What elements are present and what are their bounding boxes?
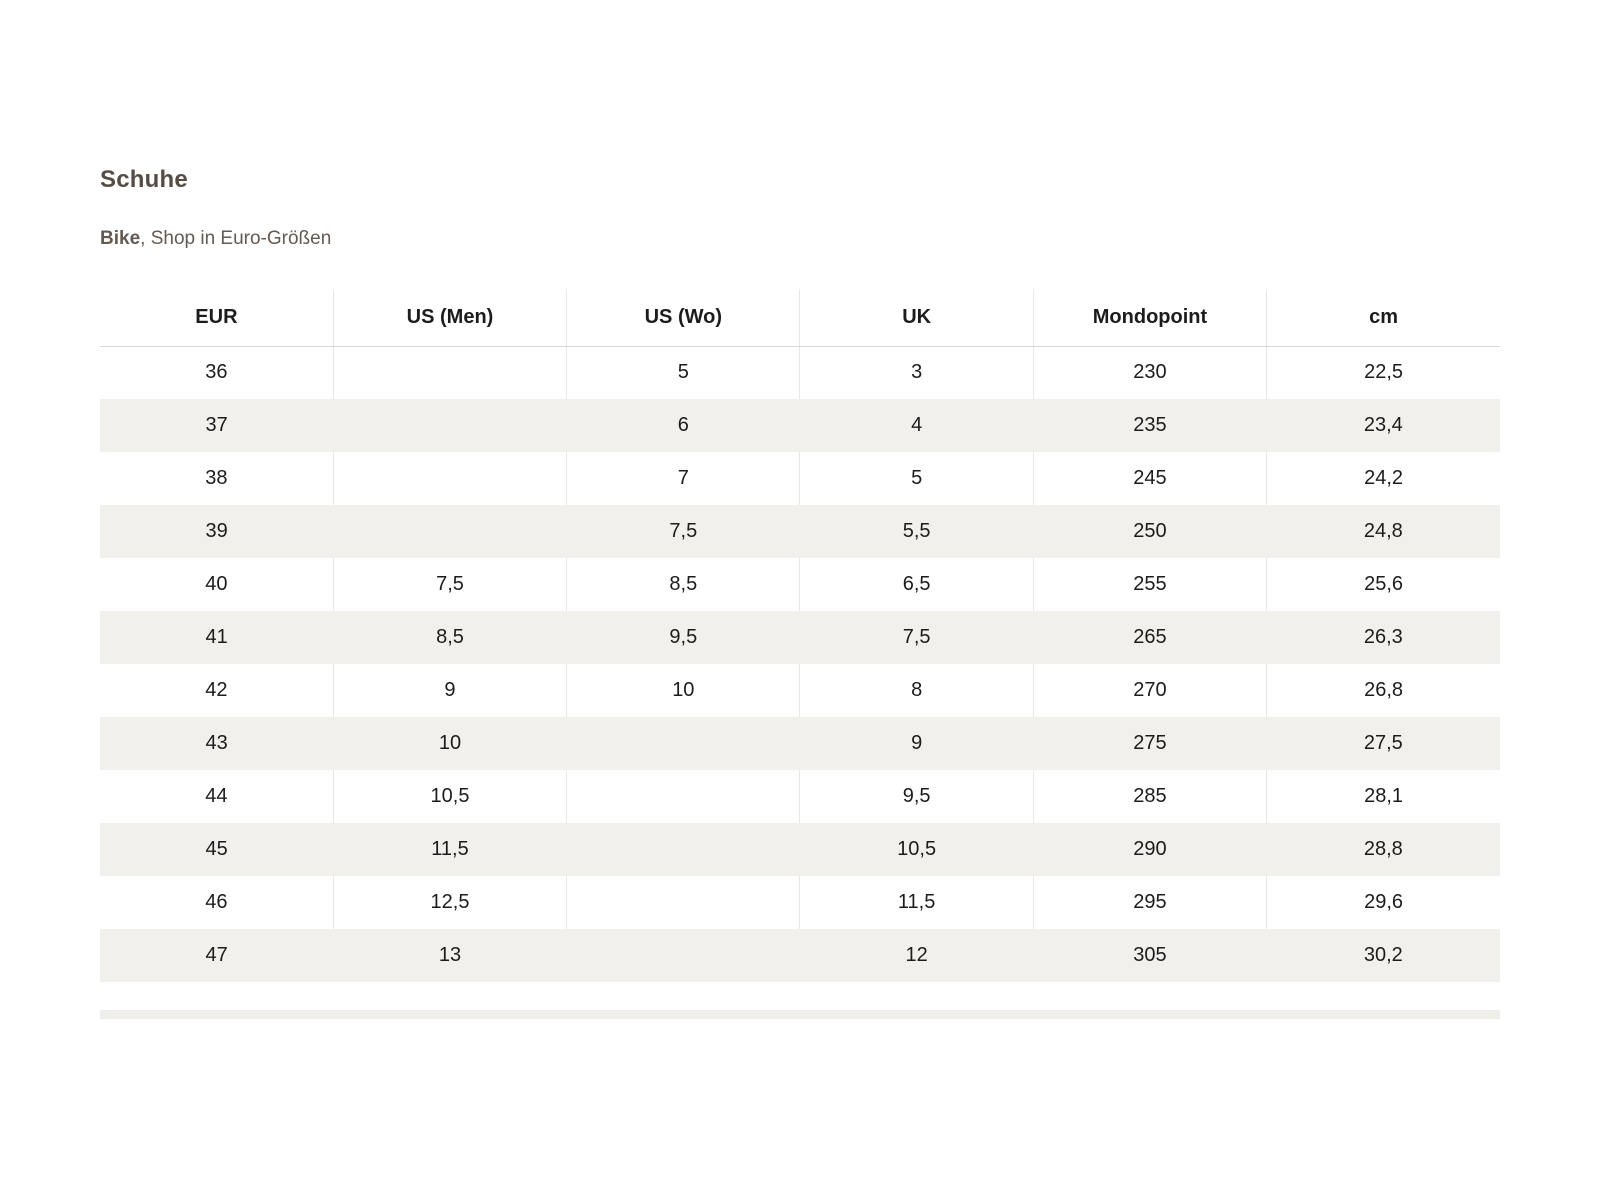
table-cell: 285 [1033, 770, 1266, 823]
table-cell [567, 929, 800, 982]
column-header: EUR [100, 289, 333, 346]
table-cell: 11,5 [800, 876, 1033, 929]
header-row [100, 289, 1500, 346]
table-cell: 8,5 [567, 558, 800, 611]
table-cell: 290 [1033, 823, 1266, 876]
table-cell: 27,5 [1267, 717, 1500, 770]
table-cell: 245 [1033, 452, 1266, 505]
column-header: US (Wo) [567, 289, 800, 346]
page-title: Schuhe [100, 166, 188, 193]
table-cell: 22,5 [1267, 346, 1500, 399]
page-subtitle [100, 227, 1500, 251]
table-cell: 6,5 [800, 558, 1033, 611]
table-cell: 4 [800, 399, 1033, 452]
table-cell: 37 [100, 399, 333, 452]
table-cell: 41 [100, 611, 333, 664]
table-cell: 24,2 [1267, 452, 1500, 505]
table-cell: 42 [205, 679, 228, 701]
table-cell [567, 876, 800, 929]
table-cell [567, 717, 800, 770]
table-cell: 28,1 [1267, 770, 1500, 823]
table-row [100, 611, 1500, 664]
table-cell: 8,5 [333, 611, 566, 664]
table-cell: 250 [1033, 505, 1266, 558]
table-cell: 270 [1033, 664, 1266, 717]
table-cell: 47 [100, 929, 333, 982]
table-row [100, 505, 1500, 558]
table-cell: 9,5 [567, 611, 800, 664]
table-cell: 25,6 [1267, 558, 1500, 611]
table-cell [567, 823, 800, 876]
table-cell: 36 [205, 361, 228, 384]
table-cell: 9 [800, 717, 1033, 770]
subtitle-note: , Shop in Euro-Größen [140, 228, 332, 249]
table-cell: 230 [1033, 346, 1266, 399]
table-cell [333, 399, 566, 452]
bottom-divider-bar [100, 1010, 1500, 1019]
column-header: cm [1267, 289, 1500, 346]
column-header: UK [800, 289, 1033, 346]
table-cell: 7,5 [567, 505, 800, 558]
column-header: US (Men) [333, 289, 566, 346]
column-header: Mondopoint [1033, 289, 1266, 346]
table-cell: 235 [1033, 399, 1266, 452]
table-cell: 7,5 [800, 611, 1033, 664]
table-body [100, 346, 1500, 982]
table-cell: 265 [1033, 611, 1266, 664]
table-cell: 26,3 [1267, 611, 1500, 664]
table-cell: 26,8 [1267, 664, 1500, 717]
table-row [100, 664, 1500, 717]
table-cell [333, 505, 566, 558]
table-cell: 23,4 [1267, 399, 1500, 452]
table-cell: 305 [1033, 929, 1266, 982]
table-cell [333, 346, 566, 399]
table-cell: 3 [800, 346, 1033, 399]
table-row [100, 346, 1500, 399]
table-cell: 44 [205, 785, 228, 807]
table-row [100, 452, 1500, 505]
table-cell: 46 [205, 891, 228, 913]
table-cell [567, 770, 800, 823]
table-row [100, 823, 1500, 876]
size-conversion-table [100, 289, 1500, 982]
table-cell: 24,8 [1267, 505, 1500, 558]
table-cell: 10 [333, 717, 566, 770]
table-cell: 39 [100, 505, 333, 558]
table-cell: 5 [800, 452, 1033, 505]
table-cell: 38 [205, 467, 228, 489]
table-cell: 9 [333, 664, 566, 717]
table-cell: 7,5 [333, 558, 566, 611]
table-cell: 28,8 [1267, 823, 1500, 876]
table-cell: 9,5 [800, 770, 1033, 823]
table-cell: 12 [800, 929, 1033, 982]
table-row [100, 717, 1500, 770]
table-cell: 40 [205, 573, 228, 595]
table-cell: 12,5 [333, 876, 566, 929]
table-cell: 45 [100, 823, 333, 876]
table-cell: 13 [333, 929, 566, 982]
table-cell: 255 [1033, 558, 1266, 611]
table-row [100, 399, 1500, 452]
table-cell: 29,6 [1267, 876, 1500, 929]
table-cell: 10,5 [800, 823, 1033, 876]
table-row [100, 558, 1500, 611]
table-row [100, 929, 1500, 982]
subtitle-category: Bike [100, 228, 141, 249]
table-cell: 8 [800, 664, 1033, 717]
table-cell: 7 [567, 452, 800, 505]
table-head [100, 289, 1500, 346]
table-cell: 30,2 [1267, 929, 1500, 982]
table-row [100, 876, 1500, 929]
table-cell [333, 452, 566, 505]
table-row [100, 770, 1500, 823]
table-cell: 10 [567, 664, 800, 717]
table-cell: 43 [100, 717, 333, 770]
table-cell: 10,5 [333, 770, 566, 823]
table-cell: 295 [1033, 876, 1266, 929]
table-cell: 5 [567, 346, 800, 399]
table-cell: 6 [567, 399, 800, 452]
table-cell: 275 [1033, 717, 1266, 770]
table-cell: 11,5 [333, 823, 566, 876]
table-cell: 5,5 [800, 505, 1033, 558]
